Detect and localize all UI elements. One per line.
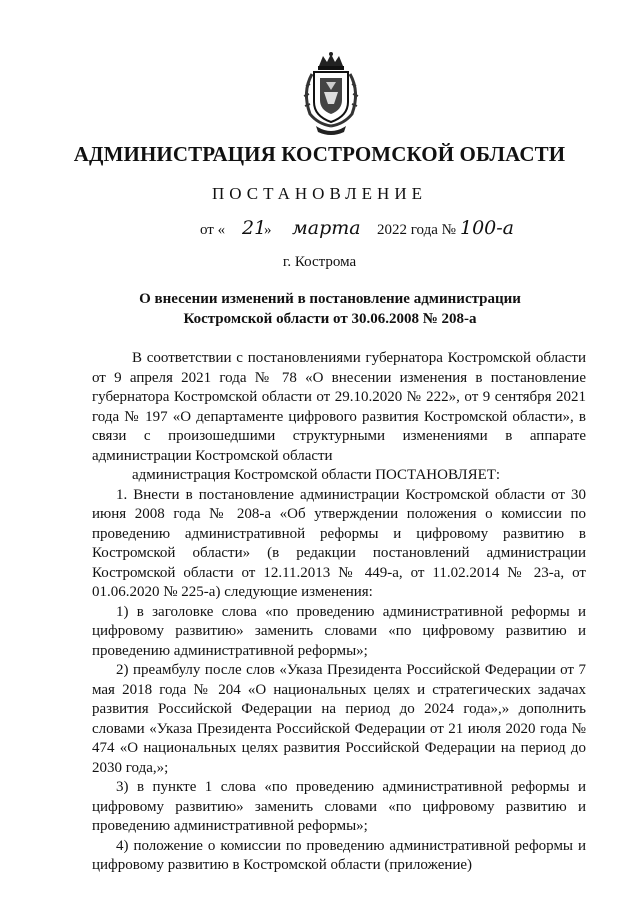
paragraph-subitem-2: 2) преамбулу после слов «Указа Президента Российской Федерации от 7 мая 2018 года № 204 «О национальных целях и стратегических задачах развития Российской Федерации на период до 2024 года»,» дополнить словами «Указа Президента Российской Федерации от 21 июля 2020 года № 474 «О национальных целях развития Российской Федерации на период до 2030 года,»; (92, 662, 586, 776)
document-subject (120, 289, 540, 329)
paragraph-subitem-4: 4) положение о комиссии по проведению административной реформы и цифровому развитию в Костромской области (приложение) (92, 837, 586, 873)
date-line (200, 216, 560, 246)
coat-of-arms-icon (298, 52, 364, 136)
organization-title: АДМИНИСТРАЦИЯ КОСТРОМСКОЙ ОБЛАСТИ (73, 142, 566, 166)
date-mid: » (264, 222, 272, 238)
paragraph-item-1: 1. Внести в постановление администрации Костромской области от 30 июня 2008 года № 208-а «Об утверждении положения о комиссии по проведению административной реформы и цифровому развитию в Костромской области» (в редакции постановлений администрации Костромской области от 12.11.2013 № 449-а, от 11.02.2014 № 23-а, от 01.06.2020 № 225-а) следующие изменения: (92, 486, 586, 600)
paragraph-preamble: В соответствии с постановлениями губернатора Костромской области от 9 апреля 2021 года № 78 «О внесении изменения в постановление губернатора Костромской области от 29.10.2020 № 222», от 9 сентября 2021 года № 197 «О департаменте цифрового развития Костромской области», в связи с произошедшими структурными изменениями в аппарате администрации Костромской области (92, 350, 586, 464)
date-prefix: от « (200, 222, 226, 238)
subject-line-1: О внесении изменений в постановление администрации (139, 291, 521, 307)
date-day: 21 (242, 217, 267, 239)
paragraph-subitem-1: 1) в заголовке слова «по проведению административной реформы и цифровому развитию» заменить словами «по цифровому развитию и проведению административной реформы»; (92, 603, 586, 659)
city-name: г. Кострома (282, 254, 357, 270)
subject-line-2: Костромской области от 30.06.2008 № 208-а (183, 311, 477, 327)
date-year: 2022 года № (377, 222, 456, 238)
paragraph-resolves: администрация Костромской области ПОСТАНОВЛЯЕТ: (132, 467, 501, 483)
date-month: марта (292, 217, 361, 239)
document-number: 100-а (460, 217, 515, 239)
paragraph-subitem-3: 3) в пункте 1 слова «по проведению административной реформы и цифровому развитию» заменить словами «по цифровому развитию и проведению административной реформы»; (92, 779, 586, 834)
document-body (92, 349, 586, 876)
document-type: ПОСТАНОВЛЕНИЕ (211, 184, 427, 203)
